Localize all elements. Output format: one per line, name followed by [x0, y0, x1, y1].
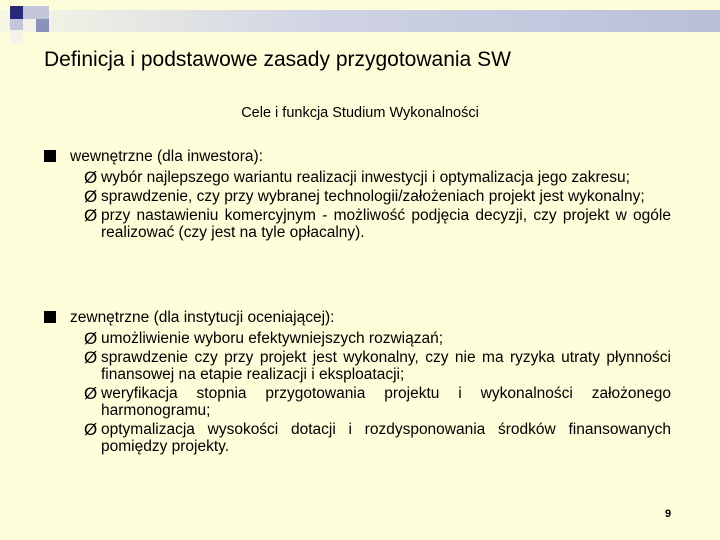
arrow-bullet-icon: Ø — [84, 168, 98, 187]
list-item-text: przy nastawieniu komercyjnym - możliwość podjęcia decyzji, czy projekt w ogóle realizować (czy jest na tyle opłacalny). — [101, 207, 671, 241]
list-item-text: sprawdzenie, czy przy wybranej technologii/założeniach projekt jest wykonalny; — [101, 188, 645, 205]
list-item-text: weryfikacja stopnia przygotowania projektu i wykonalności założonego harmonogramu; — [101, 385, 671, 419]
square-bullet-icon — [44, 311, 56, 323]
slide-title: Definicja i podstawowe zasady przygotowania SW — [44, 48, 511, 71]
corner-square-light — [23, 6, 36, 19]
section-internal — [44, 147, 684, 241]
slide-subtitle: Cele i funkcja Studium Wykonalności — [241, 105, 479, 121]
section-item-list — [84, 169, 671, 241]
section-item-list — [84, 330, 671, 455]
arrow-bullet-icon: Ø — [84, 187, 98, 206]
list-item — [84, 421, 671, 455]
section-heading: wewnętrzne (dla inwestora): — [70, 148, 263, 165]
list-item-text: wybór najlepszego wariantu realizacji inwestycji i optymalizacja jego zakresu; — [101, 169, 630, 186]
arrow-bullet-icon: Ø — [84, 206, 98, 225]
arrow-bullet-icon: Ø — [84, 384, 98, 403]
list-item — [84, 330, 671, 347]
header-gradient-bar — [0, 10, 720, 32]
corner-square-white — [23, 19, 36, 32]
corner-square-white-2 — [10, 30, 23, 43]
square-bullet-icon — [44, 150, 56, 162]
list-item — [84, 349, 671, 383]
corner-decoration — [0, 0, 60, 44]
list-item — [84, 207, 671, 241]
list-item-text: optymalizacja wysokości dotacji i rozdysponowania środków finansowanych pomiędzy projekty. — [101, 421, 671, 455]
arrow-bullet-icon: Ø — [84, 348, 98, 367]
list-item — [84, 169, 671, 186]
corner-square-mid — [36, 19, 49, 32]
section-external — [44, 308, 684, 455]
corner-square-light-3 — [36, 6, 49, 19]
list-item — [84, 385, 671, 419]
list-item — [84, 188, 671, 205]
arrow-bullet-icon: Ø — [84, 329, 98, 348]
page-number: 9 — [665, 508, 672, 520]
arrow-bullet-icon: Ø — [84, 420, 98, 439]
list-item-text: umożliwienie wyboru efektywniejszych rozwiązań; — [101, 330, 443, 347]
corner-square-dark — [10, 6, 23, 19]
list-item-text: sprawdzenie czy przy projekt jest wykonalny, czy nie ma ryzyka utraty płynności finansowej na etapie realizacji i eksploatacji; — [101, 349, 671, 383]
section-heading: zewnętrzne (dla instytucji oceniającej): — [70, 309, 335, 326]
